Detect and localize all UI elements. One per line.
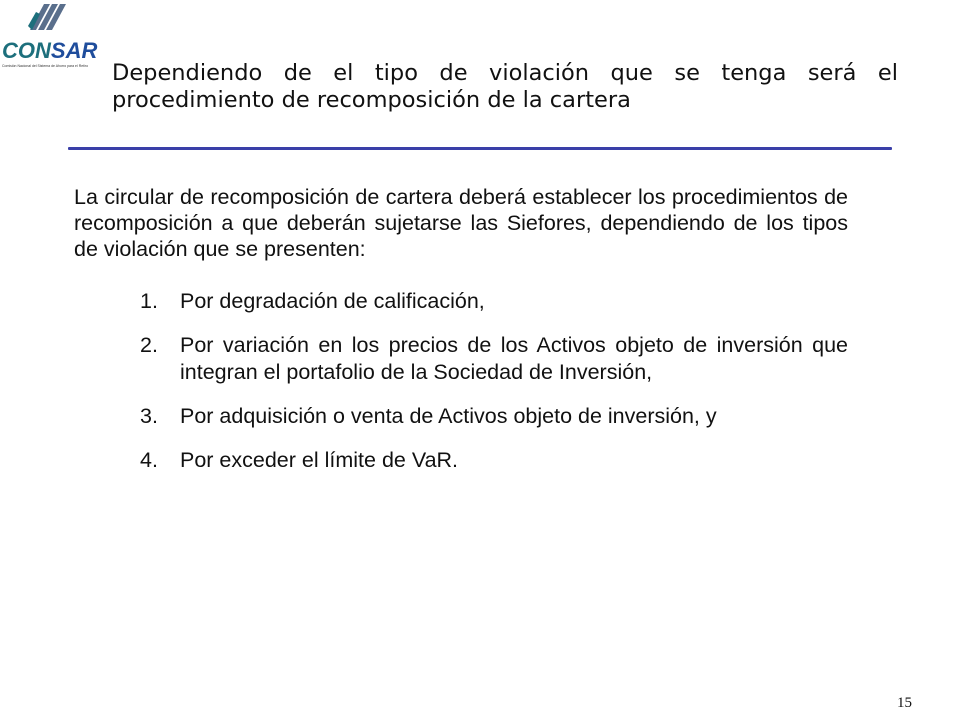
intro-paragraph: La circular de recomposición de cartera deberá establecer los procedimientos de recomposición a que deberán sujetarse las Siefores, dependiendo de los tipos de violación que se presenten: bbox=[74, 185, 848, 261]
violation-types-list bbox=[140, 288, 848, 491]
title-divider bbox=[68, 147, 892, 150]
svg-text:CONSAR bbox=[2, 38, 97, 63]
logo-tagline: Comisión Nacional del Sistema de Ahorro para el Retiro bbox=[2, 64, 88, 68]
list-item-number: 1. bbox=[140, 289, 158, 313]
page-number: 15 bbox=[897, 695, 912, 711]
list-item-text: Por exceder el límite de VaR. bbox=[180, 448, 459, 472]
consar-logo bbox=[0, 0, 98, 80]
list-item-text: Por adquisición o venta de Activos objeto de inversión, y bbox=[180, 404, 717, 428]
logo-text-con: CON bbox=[2, 38, 51, 63]
list-item bbox=[140, 332, 848, 386]
logo-text-sar: SAR bbox=[50, 38, 98, 63]
list-item-text: Por variación en los precios de los Activos objeto de inversión que integran el portafolio de la Sociedad de Inversión, bbox=[180, 333, 848, 384]
list-item-text: Por degradación de calificación, bbox=[180, 289, 485, 313]
slide-title: Dependiendo de el tipo de violación que se tenga será el procedimiento de recomposición de la cartera bbox=[112, 60, 898, 113]
list-item bbox=[140, 403, 848, 430]
list-item-number: 3. bbox=[140, 404, 158, 428]
list-item-number: 2. bbox=[140, 333, 158, 357]
list-item bbox=[140, 288, 848, 315]
list-item-number: 4. bbox=[140, 448, 158, 472]
list-item bbox=[140, 447, 848, 474]
consar-logo-graphic bbox=[0, 0, 98, 80]
